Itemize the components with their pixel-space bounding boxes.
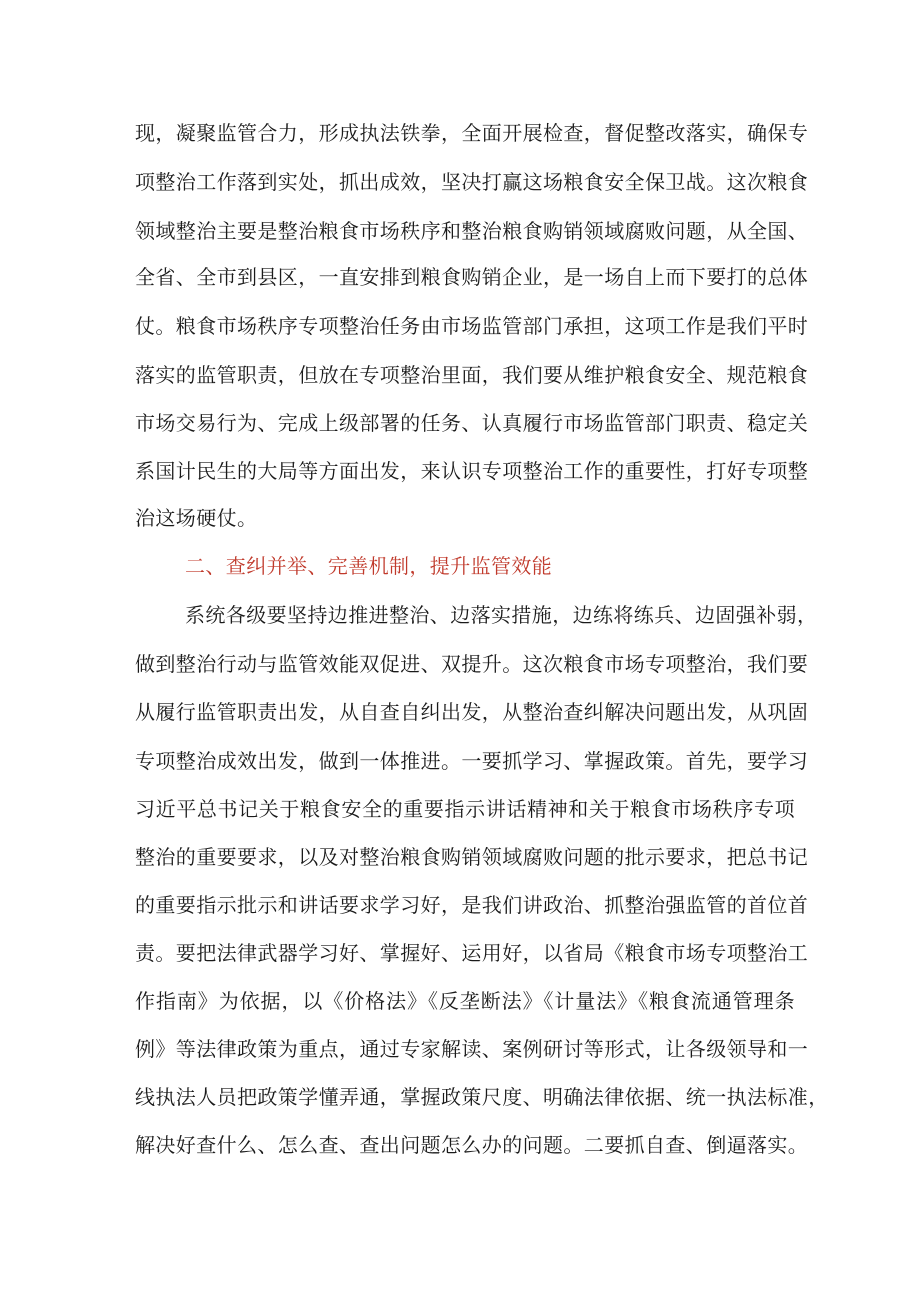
paragraph-line: 现，凝聚监管合力，形成执法铁拳，全面开展检查，督促整改落实，确保专 <box>135 121 809 145</box>
paragraph-line: 整治的重要要求，以及对整治粮食购销领域腐败问题的批示要求，把总书记 <box>135 845 809 869</box>
paragraph-line: 项整治工作落到实处，抓出成效，坚决打赢这场粮食安全保卫战。这次粮食 <box>135 170 809 194</box>
paragraph-line: 线执法人员把政策学懂弄通，掌握政策尺度、明确法律依据、统一执法标准， <box>135 1085 829 1109</box>
paragraph-line: 落实的监管职责，但放在专项整治里面，我们要从维护粮食安全、规范粮食 <box>135 363 809 387</box>
paragraph-line: 做到整治行动与监管效能双促进、双提升。这次粮食市场专项整治，我们要 <box>135 652 809 676</box>
paragraph-line: 系国计民生的大局等方面出发，来认识专项整治工作的重要性，打好专项整 <box>135 459 809 483</box>
paragraph-line: 市场交易行为、完成上级部署的任务、认真履行市场监管部门职责、稳定关 <box>135 411 809 435</box>
paragraph-line: 仗。粮食市场秩序专项整治任务由市场监管部门承担，这项工作是我们平时 <box>135 314 809 338</box>
paragraph-line: 系统各级要坚持边推进整治、边落实措施，边练将练兵、边固强补弱， <box>185 603 818 627</box>
paragraph-line: 治这场硬仗。 <box>135 506 258 530</box>
paragraph-line: 全省、全市到县区，一直安排到粮食购销企业，是一场自上而下要打的总体 <box>135 265 809 289</box>
paragraph-line: 领域整治主要是整治粮食市场秩序和整治粮食购销领域腐败问题，从全国、 <box>135 219 809 243</box>
paragraph-line: 从履行监管职责出发，从自查自纠出发，从整治查纠解决问题出发，从巩固 <box>135 700 809 724</box>
paragraph-line: 解决好查什么、怎么查、查出问题怎么办的问题。二要抓自查、倒逼落实。 <box>135 1133 809 1157</box>
paragraph-line: 例》等法律政策为重点，通过专家解读、案例研讨等形式，让各级领导和一 <box>135 1037 809 1061</box>
paragraph-line: 专项整治成效出发，做到一体推进。一要抓学习、掌握政策。首先，要学习 <box>135 749 809 773</box>
section-heading: 二、查纠并举、完善机制，提升监管效能 <box>185 554 553 578</box>
paragraph-line: 作指南》为依据，以《价格法》《反垄断法》《计量法》《粮食流通管理条 <box>135 989 795 1013</box>
paragraph-line: 习近平总书记关于粮食安全的重要指示讲话精神和关于粮食市场秩序专项 <box>135 797 795 821</box>
paragraph-line: 责。要把法律武器学习好、掌握好、运用好，以省局《粮食市场专项整治工 <box>135 941 809 965</box>
paragraph-line: 的重要指示批示和讲话要求学习好，是我们讲政治、抓整治强监管的首位首 <box>135 893 809 917</box>
